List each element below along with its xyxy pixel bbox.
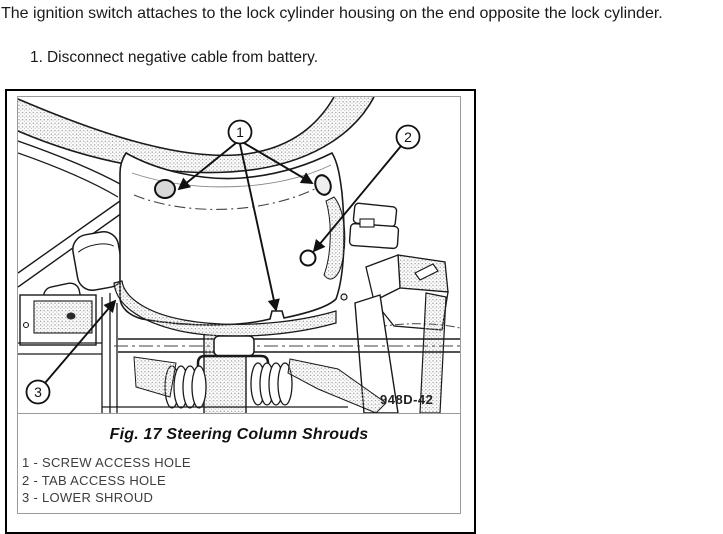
legend-item-2: 2 - TAB ACCESS HOLE — [22, 472, 166, 488]
step-text: Disconnect negative cable from battery. — [46, 49, 319, 66]
upper-shroud-outline — [120, 153, 344, 325]
figure-caption-area — [18, 413, 460, 511]
legend-item-1: 1 - SCREW ACCESS HOLE — [22, 455, 191, 470]
steering-column-illustration — [18, 97, 460, 413]
callout-2-number: 2 — [404, 129, 412, 145]
callout-1 — [229, 121, 252, 144]
step-number: 1. — [30, 49, 43, 66]
figure-drawing — [18, 97, 460, 413]
legend-item-3: 3 - LOWER SHROUD — [22, 490, 154, 505]
figure-frame — [5, 89, 476, 534]
screw-access-hole-left — [155, 180, 175, 198]
callout-2 — [397, 126, 420, 149]
tab-access-hole — [301, 251, 316, 266]
callout-3 — [27, 381, 50, 404]
step-item — [30, 49, 318, 67]
callout-3-number: 3 — [34, 384, 42, 400]
figure-legend — [22, 454, 460, 507]
lower-shroud-edge — [102, 293, 117, 413]
callout-1-number: 1 — [236, 124, 244, 140]
drawing-reference-number: 948D-42 — [380, 392, 434, 407]
intro-paragraph: The ignition switch attaches to the lock cylinder housing on the end opposite the lock cylinder. — [1, 5, 663, 22]
figure-box — [17, 96, 461, 514]
figure-caption: Fig. 17 Steering Column Shrouds — [109, 426, 369, 443]
